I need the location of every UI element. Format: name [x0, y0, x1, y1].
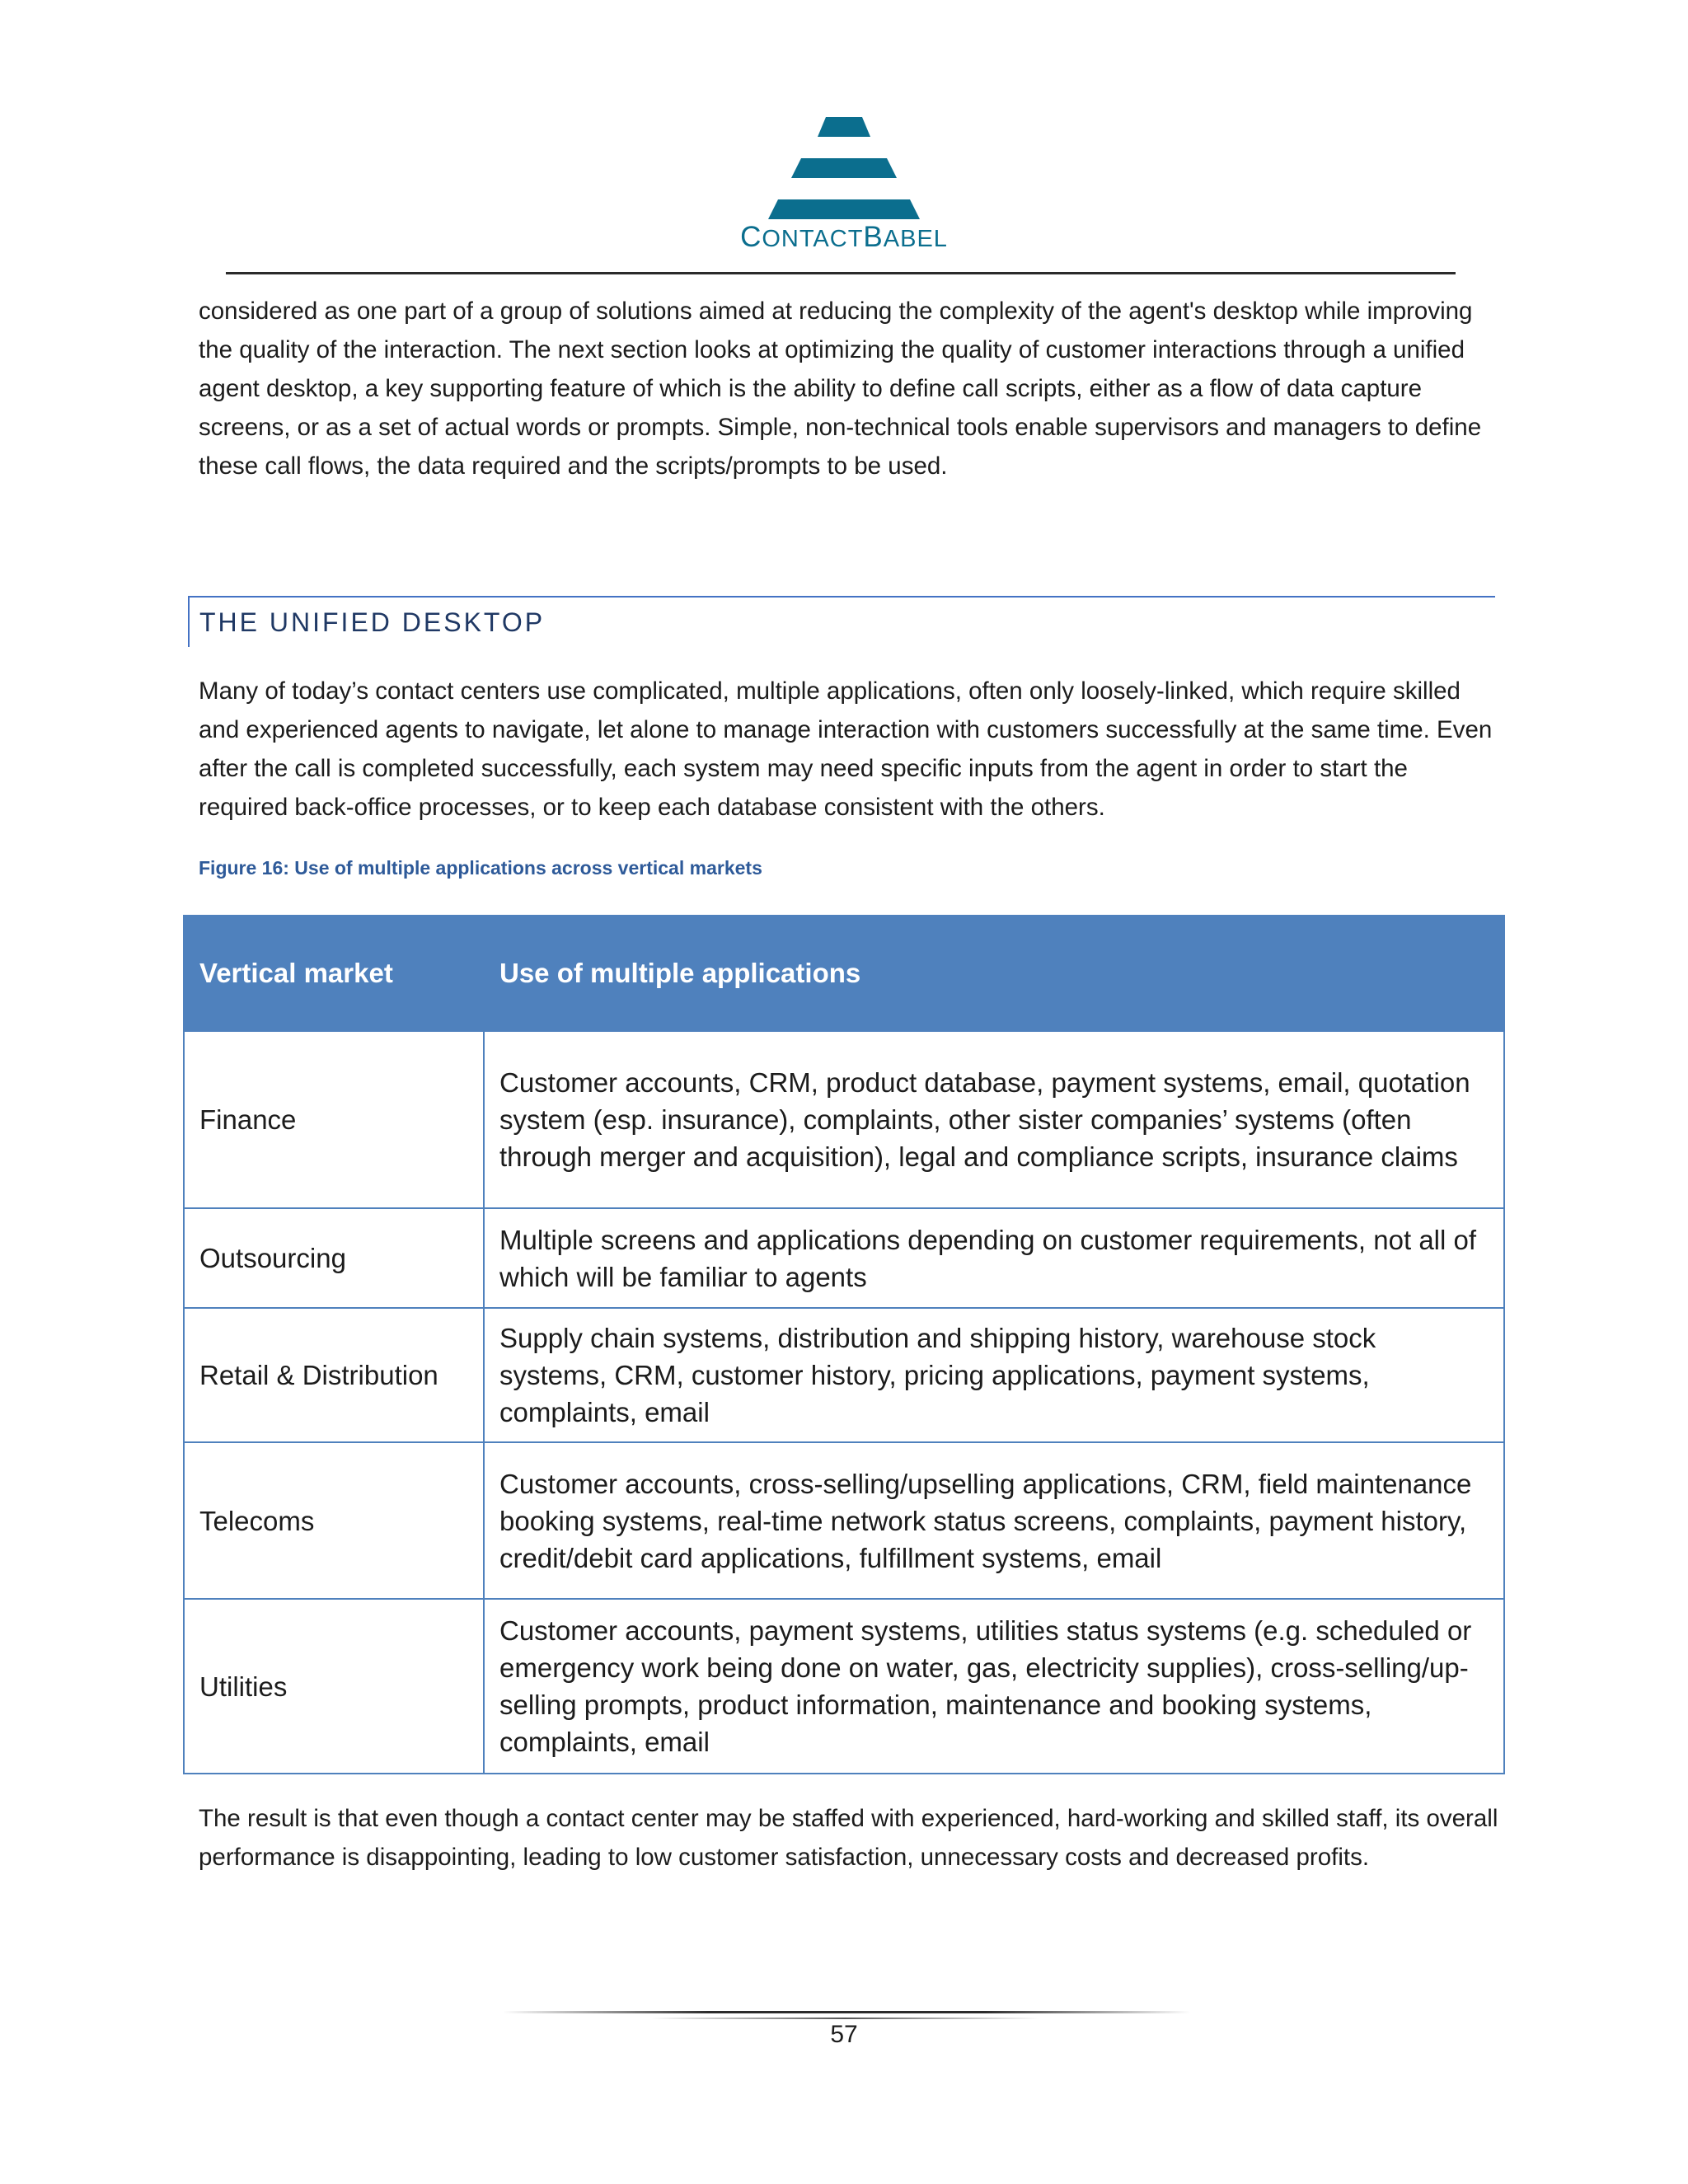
section-heading [188, 596, 1495, 647]
cell-market: Outsourcing [184, 1208, 484, 1308]
figure-caption: Figure 16: Use of multiple applications across vertical markets [199, 857, 762, 879]
cell-market: Retail & Distribution [184, 1308, 484, 1442]
cell-market: Utilities [184, 1599, 484, 1774]
cell-market: Telecoms [184, 1442, 484, 1599]
page-number: 57 [830, 2021, 858, 2048]
page-header [0, 0, 1688, 255]
header-divider [226, 272, 1456, 274]
closing-paragraph: The result is that even though a contact center may be staffed with experienced, hard-working and skilled staff, its overall performance is disappointing, leading to low customer satisfaction, unnecessary costs and decreased profits. [199, 1805, 1498, 1871]
contactbabel-logo-icon [755, 117, 933, 219]
cell-market: Finance [184, 1031, 484, 1208]
cell-applications: Customer accounts, payment systems, utilities status systems (e.g. scheduled or emergency work being done on water, gas, electricity supplies), cross-selling/up-selling prompts, product information, maintenance and booking systems, complaints, email [484, 1599, 1504, 1774]
table-row [184, 1442, 1504, 1599]
cell-applications: Customer accounts, cross-selling/upselling applications, CRM, field maintenance booking systems, real-time network status screens, complaints, payment history, credit/debit card applications, fulfillment systems, email [484, 1442, 1504, 1599]
footer-divider-accent [651, 2018, 1039, 2019]
table-row [184, 1308, 1504, 1442]
cell-applications: Multiple screens and applications depending on customer requirements, not all of which will be familiar to agents [484, 1208, 1504, 1308]
column-header-applications: Use of multiple applications [484, 916, 1504, 1031]
section-title: THE UNIFIED DESKTOP [199, 607, 546, 637]
table-header-row [184, 916, 1504, 1031]
section-paragraph: Many of today’s contact centers use complicated, multiple applications, often only loosely-linked, which require skilled and experienced agents to navigate, let alone to manage interaction with customers successfully at the same time. Even after the call is completed successfully, each system may need specific inputs from the agent in order to start the required back-office processes, or to keep each database consistent with the others. [199, 677, 1493, 821]
cell-applications: Supply chain systems, distribution and shipping history, warehouse stock systems, CRM, customer history, pricing applications, payment systems, complaints, email [484, 1308, 1504, 1442]
footer-divider [503, 2011, 1190, 2013]
intro-paragraph: considered as one part of a group of solutions aimed at reducing the complexity of the agent's desktop while improving the quality of the interaction. The next section looks at optimizing the quality of customer interactions through a unified agent desktop, a key supporting feature of which is the ability to define call scripts, either as a flow of data capture screens, or as a set of actual words or prompts. Simple, non-technical tools enable supervisors and managers to define these call flows, the data required and the scripts/prompts to be used. [199, 298, 1482, 480]
logo-wordmark: CONTACTBABEL [740, 221, 948, 253]
table-row [184, 1208, 1504, 1308]
table-row [184, 1599, 1504, 1774]
table-row [184, 1031, 1504, 1208]
cell-applications: Customer accounts, CRM, product database, payment systems, email, quotation system (esp. insurance), complaints, other sister companies’ systems (often through merger and acquisition), legal and compliance scripts, insurance claims [484, 1031, 1504, 1208]
applications-table [183, 915, 1505, 1774]
column-header-vertical-market: Vertical market [184, 916, 484, 1031]
